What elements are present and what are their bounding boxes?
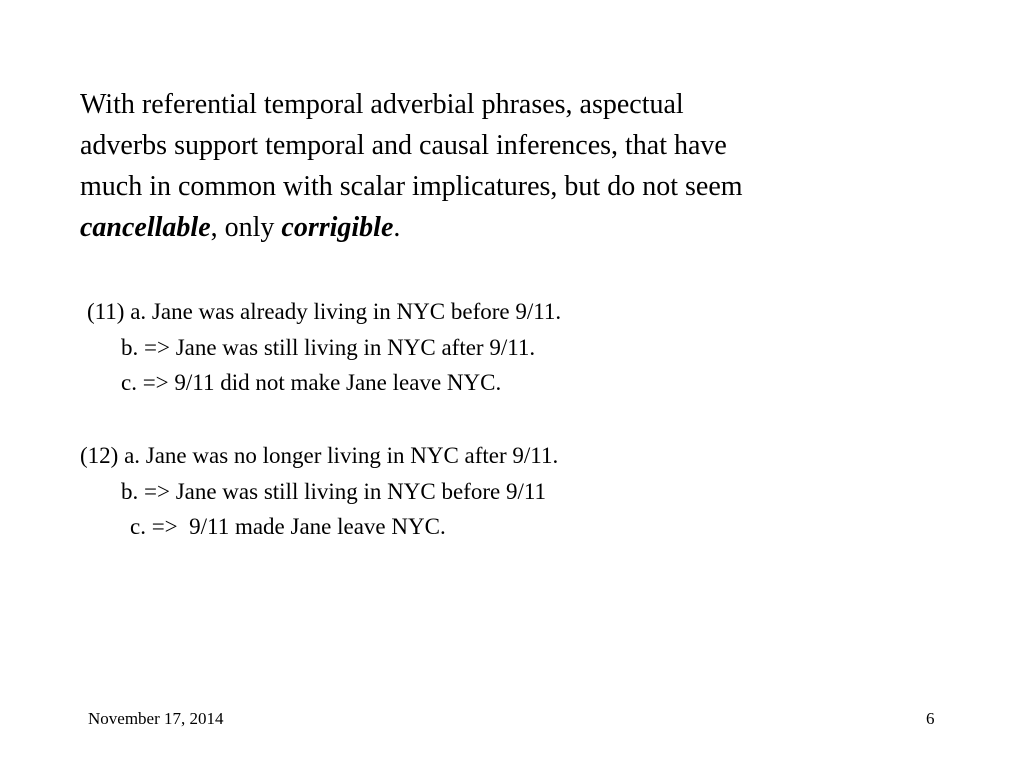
footer-date: November 17, 2014 xyxy=(88,709,224,728)
term-corrigible: corrigible xyxy=(281,212,394,243)
example-11-b: b. => Jane was still living in NYC after 9/11. xyxy=(121,335,536,360)
example-11-a: (11) a. Jane was already living in NYC before 9/11. xyxy=(87,299,562,324)
intro-connector: , only xyxy=(210,212,282,243)
page-number: 6 xyxy=(926,709,935,728)
intro-line-2: adverbs support temporal and causal inferences, that have xyxy=(80,130,727,161)
example-11-c: c. => 9/11 did not make Jane leave NYC. xyxy=(121,370,502,395)
intro-line-4 xyxy=(80,207,960,248)
intro-paragraph xyxy=(80,84,960,248)
intro-period: . xyxy=(393,212,401,243)
intro-line-3: much in common with scalar implicatures, but do not seem xyxy=(80,171,743,202)
term-cancellable: cancellable xyxy=(80,212,211,243)
example-12-a: (12) a. Jane was no longer living in NYC after 9/11. xyxy=(80,443,559,468)
example-12-c: c. => 9/11 made Jane leave NYC. xyxy=(130,514,446,539)
intro-line-1: With referential temporal adverbial phrases, aspectual xyxy=(80,89,684,120)
example-12-b: b. => Jane was still living in NYC before 9/11 xyxy=(121,479,546,504)
